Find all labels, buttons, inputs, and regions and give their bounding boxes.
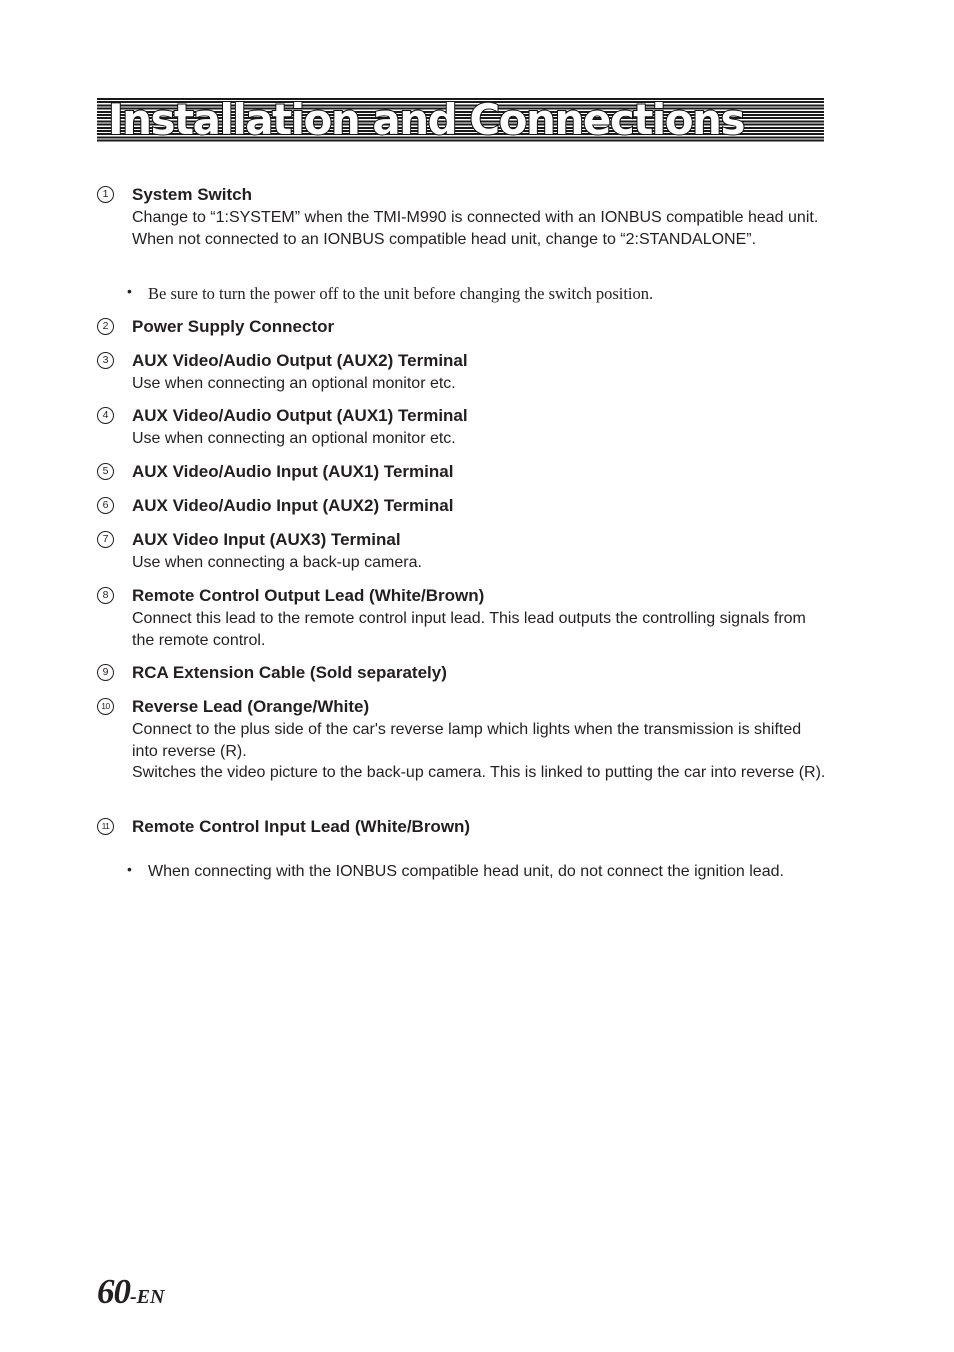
item-title: AUX Video/Audio Output (AUX1) Terminal	[132, 406, 468, 425]
page-title: Installation and Connections	[108, 98, 744, 143]
item-title: AUX Video Input (AUX3) Terminal	[132, 530, 401, 549]
page-number	[97, 1272, 164, 1312]
description-line: Change to “1:SYSTEM” when the TMI-M990 is connected with an IONBUS compatible head unit.	[132, 209, 819, 226]
item-description	[132, 373, 827, 395]
item-number-badge: 6	[97, 497, 114, 514]
section-header-banner	[97, 98, 824, 143]
item-title: Reverse Lead (Orange/White)	[132, 697, 370, 716]
item-title: System Switch	[132, 185, 252, 204]
item-title: Remote Control Output Lead (White/Brown)	[132, 586, 485, 605]
item-number-badge: 8	[97, 587, 114, 604]
description-line: Use when connecting an optional monitor etc.	[132, 375, 456, 392]
item-number-badge: 11	[97, 818, 114, 835]
description-line: Use when connecting a back-up camera.	[132, 554, 422, 571]
item-number-badge: 10	[97, 698, 114, 715]
description-line: Connect to the plus side of the car's reverse lamp which lights when the transmission is shifted into reverse (R).	[132, 721, 802, 760]
item-title: AUX Video/Audio Input (AUX1) Terminal	[132, 462, 454, 481]
bullet-icon: •	[127, 861, 132, 877]
page-number-suffix: -EN	[130, 1286, 165, 1308]
note-text: Be sure to turn the power off to the unit before changing the switch position.	[148, 284, 654, 303]
bullet-icon: •	[127, 283, 132, 299]
item-title: Power Supply Connector	[132, 317, 335, 336]
description-line: Use when connecting an optional monitor etc.	[132, 430, 456, 447]
item-number-badge: 3	[97, 352, 114, 369]
item-number-badge: 9	[97, 664, 114, 681]
item-title: AUX Video/Audio Input (AUX2) Terminal	[132, 496, 454, 515]
item-number-badge: 7	[97, 531, 114, 548]
item-description	[132, 428, 827, 450]
item-number-badge: 1	[97, 186, 114, 203]
page-number-value: 60	[97, 1272, 130, 1311]
item-number-badge: 5	[97, 463, 114, 480]
item-description	[132, 552, 827, 574]
note-text: When connecting with the IONBUS compatible head unit, do not connect the ignition lead.	[148, 863, 784, 880]
description-line: Switches the video picture to the back-up camera. This is linked to putting the car into reverse (R).	[132, 764, 826, 781]
item-title: AUX Video/Audio Output (AUX2) Terminal	[132, 351, 468, 370]
item-number-badge: 2	[97, 318, 114, 335]
item-description	[132, 207, 827, 250]
description-line: When not connected to an IONBUS compatible head unit, change to “2:STANDALONE”.	[132, 230, 757, 248]
description-line: Connect this lead to the remote control input lead. This lead outputs the controlling signals from the remote control.	[132, 610, 806, 649]
item-description	[132, 719, 827, 784]
item-description	[132, 608, 827, 651]
item-number-badge: 4	[97, 407, 114, 424]
item-title: RCA Extension Cable (Sold separately)	[132, 663, 447, 682]
item-title: Remote Control Input Lead (White/Brown)	[132, 817, 471, 836]
